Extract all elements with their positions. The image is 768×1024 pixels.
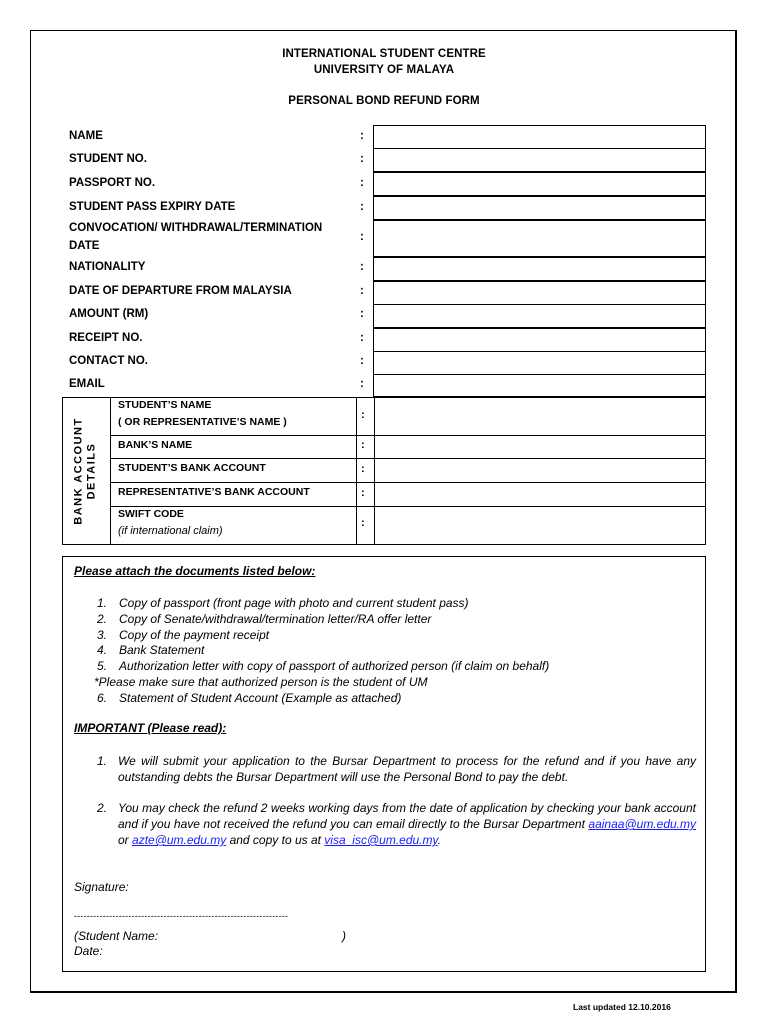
- bank-name-field[interactable]: [374, 435, 705, 457]
- field-label-email: EMAIL: [69, 378, 105, 390]
- field-label-departure-date: DATE OF DEPARTURE FROM MALAYSIA: [69, 285, 292, 297]
- name-field[interactable]: [373, 125, 706, 149]
- paragraph-number: 1.: [97, 754, 108, 768]
- field-label-name: NAME: [69, 130, 103, 142]
- student-name-label: (Student Name:: [74, 929, 159, 943]
- list-item: [97, 627, 697, 643]
- field-label-convocation: CONVOCATION/ WITHDRAWAL/TERMINATION: [69, 222, 323, 234]
- colon: :: [360, 231, 364, 243]
- colon: :: [361, 463, 365, 475]
- pass-expiry-field[interactable]: [373, 196, 706, 220]
- list-number: 5.: [97, 659, 108, 673]
- passport-no-field[interactable]: [373, 172, 706, 196]
- student-name-close-paren: ): [342, 929, 346, 943]
- colon: :: [360, 355, 364, 367]
- colon: :: [361, 439, 365, 451]
- student-no-field[interactable]: [373, 148, 706, 172]
- form-title: PERSONAL BOND REFUND FORM: [288, 95, 480, 107]
- list-number: 1.: [97, 596, 108, 610]
- departure-date-field[interactable]: [373, 281, 706, 305]
- colon: :: [360, 308, 364, 320]
- paragraph-number: 2.: [97, 801, 108, 815]
- bank-side-line2: DETAILS: [86, 442, 99, 500]
- list-text: Copy of the payment receipt: [119, 628, 270, 642]
- authorized-person-note: *Please make sure that authorized person is the student of UM: [94, 675, 428, 689]
- isc-email-link[interactable]: visa_isc@um.edu.my: [324, 833, 438, 847]
- colon: :: [360, 177, 364, 189]
- field-label-amount: AMOUNT (RM): [69, 308, 149, 320]
- colon: :: [360, 261, 364, 273]
- header-organization: INTERNATIONAL STUDENT CENTRE: [282, 48, 486, 60]
- header-university: UNIVERSITY OF MALAYA: [313, 64, 455, 76]
- bank-label-bank-name: BANK’S NAME: [118, 439, 193, 451]
- contact-no-field[interactable]: [373, 351, 706, 375]
- list-number: 6.: [97, 691, 108, 705]
- student-bank-account-field[interactable]: [374, 458, 705, 481]
- list-text: Authorization letter with copy of passport of authorized person (if claim on behalf): [119, 659, 550, 673]
- bank-label-representative-account: REPRESENTATIVE’S BANK ACCOUNT: [118, 486, 310, 498]
- date-label: Date:: [74, 944, 103, 958]
- list-item: [97, 611, 697, 627]
- bank-label-representative-name: ( OR REPRESENTATIVE’S NAME ): [118, 416, 287, 428]
- list-item: [97, 595, 697, 611]
- bank-student-name-field[interactable]: [374, 398, 705, 434]
- colon: :: [361, 517, 365, 529]
- field-label-nationality: NATIONALITY: [69, 261, 146, 273]
- colon: :: [360, 285, 364, 297]
- list-item: [97, 690, 697, 706]
- bank-label-student-name: STUDENT’S NAME: [118, 399, 212, 411]
- bank-label-swift-note: (if international claim): [118, 525, 223, 537]
- amount-field[interactable]: [373, 304, 706, 328]
- important-paragraph-1: We will submit your application to the Bursar Department to process for the refund and if you have any outstanding debts the Bursar Department will use the Personal Bond to pay the debt.: [118, 754, 696, 784]
- documents-heading: Please attach the documents listed below:: [74, 564, 316, 578]
- signature-line: -------------------------------------------------------------------: [74, 911, 289, 921]
- list-item: [97, 658, 697, 674]
- field-label-passport-no: PASSPORT NO.: [69, 177, 156, 189]
- list-text: Copy of passport (front page with photo and current student pass): [119, 596, 469, 610]
- representative-bank-account-field[interactable]: [374, 482, 705, 505]
- bursar-email-link-2[interactable]: azte@um.edu.my: [132, 833, 227, 847]
- list-number: 2.: [97, 612, 108, 626]
- nationality-field[interactable]: [373, 257, 706, 281]
- colon: :: [361, 487, 365, 499]
- bank-label-swift-code: SWIFT CODE: [118, 508, 184, 520]
- bursar-email-link-1[interactable]: aainaa@um.edu.my: [588, 817, 696, 831]
- bank-label-student-account: STUDENT’S BANK ACCOUNT: [118, 462, 266, 474]
- colon: :: [360, 130, 364, 142]
- convocation-date-field[interactable]: [373, 220, 706, 257]
- bank-account-side-label: [62, 397, 110, 545]
- important-heading: IMPORTANT (Please read):: [74, 721, 227, 735]
- field-label-contact-no: CONTACT NO.: [69, 355, 149, 367]
- swift-code-field[interactable]: [374, 506, 705, 544]
- receipt-no-field[interactable]: [373, 328, 706, 352]
- colon: :: [360, 378, 364, 390]
- email-field[interactable]: [373, 374, 706, 397]
- colon: :: [360, 201, 364, 213]
- list-number: 4.: [97, 643, 108, 657]
- colon: :: [360, 332, 364, 344]
- field-label-pass-expiry: STUDENT PASS EXPIRY DATE: [69, 201, 236, 213]
- field-label-student-no: STUDENT NO.: [69, 153, 147, 165]
- list-number: 3.: [97, 628, 108, 642]
- signature-label: Signature:: [74, 880, 129, 894]
- colon: :: [361, 409, 365, 421]
- list-text: Statement of Student Account (Example as attached): [119, 691, 402, 705]
- important-paragraph-2: You may check the refund 2 weeks working days from the date of application by checking your bank account and if you have not received the refund you can email directly to the Bursar Department aainaa@um.edu.my or azte@um.edu.my and copy to us at visa_isc@um.edu.my.: [118, 801, 696, 847]
- colon: :: [360, 153, 364, 165]
- last-updated: Last updated 12.10.2016: [573, 1002, 671, 1012]
- bank-side-line1: BANK ACCOUNT: [73, 417, 86, 525]
- field-label-convocation-date: DATE: [69, 240, 100, 252]
- list-item: [97, 642, 697, 658]
- list-text: Copy of Senate/withdrawal/termination letter/RA offer letter: [119, 612, 432, 626]
- field-label-receipt-no: RECEIPT NO.: [69, 332, 143, 344]
- list-text: Bank Statement: [119, 643, 205, 657]
